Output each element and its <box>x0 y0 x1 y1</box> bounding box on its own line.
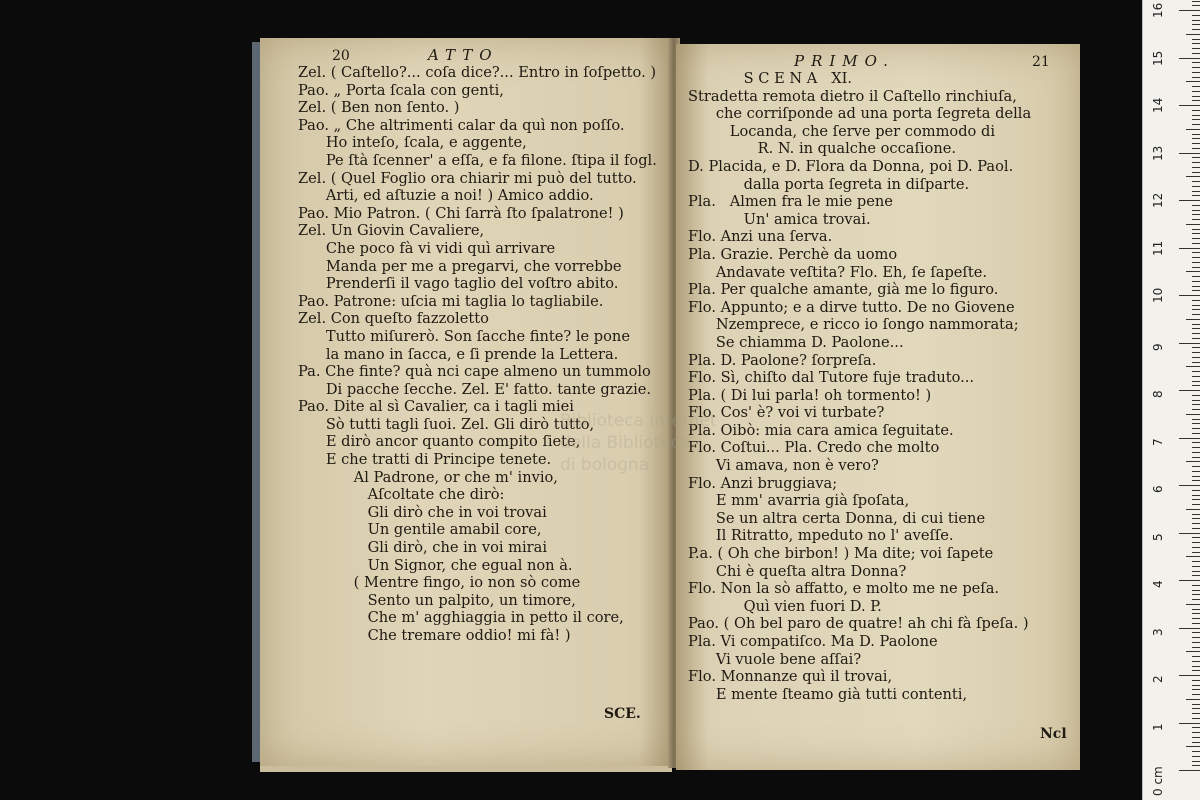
ruler-tick <box>1192 338 1200 339</box>
ruler-tick <box>1192 727 1200 728</box>
ruler-tick <box>1192 476 1200 477</box>
ruler-tick <box>1192 737 1200 738</box>
text-line: Un' amica trovai. <box>688 210 871 228</box>
left-page-text <box>298 64 657 645</box>
left-catchword: SCE. <box>604 706 641 722</box>
ruler-tick <box>1192 490 1200 491</box>
text-line: Un gentile amabil core, <box>298 521 542 539</box>
ruler-tick <box>1192 761 1200 762</box>
ruler-tick <box>1179 723 1200 724</box>
text-line: Pla. Oibò: mia cara amica ſeguitate. <box>688 421 954 439</box>
ruler-tick <box>1192 257 1200 258</box>
ruler-tick <box>1192 15 1200 16</box>
ruler-number: 14 <box>1151 97 1165 113</box>
ruler-tick <box>1192 466 1200 467</box>
ruler-tick <box>1192 195 1200 196</box>
text-line: Tutto miſurerò. Son ſacche finte? le pone <box>298 327 630 345</box>
ruler-tick <box>1192 599 1200 600</box>
ruler-number: 4 <box>1151 580 1165 588</box>
text-line: Pla. Per qualche amante, già me lo figuro. <box>688 281 999 299</box>
ruler-number: 3 <box>1151 627 1165 636</box>
text-line: Arti, ed aſtuzie a noi! ) Amico addio. <box>298 187 594 205</box>
ruler-tick <box>1186 746 1200 747</box>
text-line: Al Padrone, or che m' invio, <box>298 468 558 486</box>
right-catchword: Ncl <box>1040 726 1067 742</box>
ruler-tick <box>1192 138 1200 139</box>
ruler-tick <box>1186 319 1200 320</box>
text-line: Chi è queſta altra Donna? <box>688 562 907 580</box>
ruler-tick <box>1192 647 1200 648</box>
ruler-tick <box>1186 34 1200 35</box>
ruler-tick <box>1179 343 1200 344</box>
measurement-ruler <box>1142 0 1200 800</box>
ruler-tick <box>1192 77 1200 78</box>
ruler-tick <box>1179 153 1200 154</box>
ruler-tick <box>1192 756 1200 757</box>
text-line: Flo. Monnanze quì il trovai, <box>688 668 893 686</box>
ruler-tick <box>1192 670 1200 671</box>
ruler-tick <box>1192 718 1200 719</box>
ruler-tick <box>1179 295 1200 296</box>
ruler-tick <box>1192 276 1200 277</box>
text-line: Pa. Che finte? quà nci cape almeno un tummolo <box>298 363 651 381</box>
text-line: Stradetta remota dietro il Caſtello rinchiuſa, <box>688 87 1017 105</box>
ruler-tick <box>1192 96 1200 97</box>
ruler-tick <box>1179 438 1200 439</box>
ruler-number: 5 <box>1151 532 1165 541</box>
text-line: S C E N A XI. <box>688 70 853 87</box>
ruler-tick <box>1192 561 1200 562</box>
text-line: Pla. Grazie. Perchè da uomo <box>688 245 898 263</box>
ruler-tick <box>1192 528 1200 529</box>
ruler-tick <box>1179 675 1200 676</box>
ruler-tick <box>1192 571 1200 572</box>
text-line: Locanda, che ſerve per commodo di <box>688 122 995 140</box>
ruler-tick <box>1192 290 1200 291</box>
left-running-header: ATTO <box>428 46 499 64</box>
ruler-tick <box>1192 300 1200 301</box>
ruler-tick <box>1192 143 1200 144</box>
ruler-tick <box>1179 200 1200 201</box>
ruler-tick <box>1192 566 1200 567</box>
ruler-tick <box>1192 632 1200 633</box>
text-line: D. Placida, e D. Flora da Donna, poi D. Paol. <box>688 157 1014 175</box>
ruler-tick <box>1192 233 1200 234</box>
text-line: Zel. ( Quel Foglio ora chiarir mi può del tutto. <box>298 169 637 187</box>
text-line: Che tremare oddio! mi fà! ) <box>298 627 571 644</box>
watermark-line: di bologna <box>560 455 650 475</box>
ruler-tick <box>1192 115 1200 116</box>
left-page-number: 20 <box>332 48 350 64</box>
right-page-text <box>688 70 1031 703</box>
text-line: Vi vuole bene aſſai? <box>688 650 862 668</box>
ruler-tick <box>1192 618 1200 619</box>
text-line: Flo. Anzi una ſerva. <box>688 228 833 246</box>
ruler-tick <box>1192 504 1200 505</box>
text-line: Sento un palpito, un timore, <box>298 591 576 609</box>
ruler-tick <box>1192 62 1200 63</box>
ruler-number: 8 <box>1151 390 1165 398</box>
ruler-tick <box>1192 704 1200 705</box>
ruler-tick <box>1192 685 1200 686</box>
right-running-header: PRIMO. <box>794 52 895 70</box>
text-line: Aſcoltate che dirò: <box>298 486 505 504</box>
ruler-tick <box>1192 381 1200 382</box>
ruler-tick <box>1192 172 1200 173</box>
ruler-tick <box>1192 262 1200 263</box>
ruler-tick <box>1192 609 1200 610</box>
text-line: Prenderſi il vago taglio del voſtro abito. <box>298 275 619 293</box>
text-line: Flo. Sì, chiſto dal Tutore fuje traduto... <box>688 369 975 387</box>
text-line: Flo. Cos' è? voi vi turbate? <box>688 404 885 422</box>
ruler-tick <box>1192 24 1200 25</box>
text-line: Flo. Anzi bruggiava; <box>688 474 838 492</box>
ruler-tick <box>1192 409 1200 410</box>
ruler-tick <box>1192 732 1200 733</box>
ruler-tick <box>1192 765 1200 766</box>
ruler-tick <box>1192 400 1200 401</box>
text-line: Gli dirò, che in voi mirai <box>298 539 548 557</box>
right-page-number: 21 <box>1032 54 1050 70</box>
text-line: Se chiamma D. Paolone... <box>688 333 904 351</box>
ruler-tick <box>1192 124 1200 125</box>
ruler-tick <box>1192 357 1200 358</box>
text-line: ( Mentre fingo, io non sò come <box>298 574 581 592</box>
ruler-tick <box>1192 43 1200 44</box>
ruler-tick <box>1192 157 1200 158</box>
ruler-tick <box>1192 642 1200 643</box>
ruler-tick <box>1192 395 1200 396</box>
ruler-tick <box>1192 499 1200 500</box>
ruler-tick <box>1179 628 1200 629</box>
ruler-tick <box>1192 694 1200 695</box>
ruler-tick <box>1192 689 1200 690</box>
ruler-tick <box>1192 91 1200 92</box>
text-line: Andavate veſtita? Flo. Eh, ſe ſapeſte. <box>688 263 987 281</box>
ruler-tick <box>1186 461 1200 462</box>
ruler-tick <box>1192 39 1200 40</box>
text-line: Manda per me a pregarvi, che vorrebbe <box>298 257 622 275</box>
text-line: R. N. in qualche occaſione. <box>688 140 956 158</box>
ruler-number: 16 <box>1151 2 1165 18</box>
ruler-tick <box>1192 575 1200 576</box>
ruler-tick <box>1192 110 1200 111</box>
ruler-tick <box>1192 590 1200 591</box>
text-line: Zel. ( Ben non ſento. ) <box>298 99 460 117</box>
ruler-tick <box>1192 708 1200 709</box>
ruler-tick <box>1192 72 1200 73</box>
ruler-tick <box>1186 366 1200 367</box>
ruler-tick <box>1192 523 1200 524</box>
text-line: Pao. „ Che altrimenti calar da quì non poſſo. <box>298 116 625 134</box>
ruler-tick <box>1186 651 1200 652</box>
text-line: Pao. Dite al sì Cavalier, ca i tagli miei <box>298 398 574 416</box>
ruler-tick <box>1192 219 1200 220</box>
watermark-line: della Biblioteca <box>560 433 691 453</box>
ruler-tick <box>1192 362 1200 363</box>
ruler-tick <box>1192 238 1200 239</box>
ruler-tick <box>1186 509 1200 510</box>
text-line: la mano in ſacca, e ſi prende la Lettera. <box>298 345 619 363</box>
ruler-tick <box>1192 680 1200 681</box>
ruler-zero-label: 0 cm <box>1151 766 1165 796</box>
ruler-tick <box>1192 433 1200 434</box>
text-line: Zel. Con queſto fazzoletto <box>298 310 489 328</box>
ruler-tick <box>1186 224 1200 225</box>
text-line: dalla porta ſegreta in diſparte. <box>688 175 970 193</box>
ruler-number: 9 <box>1151 342 1165 351</box>
ruler-tick <box>1192 243 1200 244</box>
ruler-tick <box>1192 419 1200 420</box>
ruler-number: 12 <box>1151 192 1165 208</box>
ruler-tick <box>1192 167 1200 168</box>
text-line: Pao. „ Porta ſcala con genti, <box>298 81 504 99</box>
ruler-tick <box>1179 580 1200 581</box>
ruler-tick <box>1192 314 1200 315</box>
ruler-tick <box>1192 191 1200 192</box>
ruler-tick <box>1192 67 1200 68</box>
ruler-tick <box>1192 385 1200 386</box>
text-line: Gli dirò che in voi trovai <box>298 503 547 521</box>
text-line: Di pacche ſecche. Zel. E' fatto. tante grazie. <box>298 380 652 398</box>
ruler-tick <box>1179 248 1200 249</box>
ruler-tick <box>1192 48 1200 49</box>
ruler-tick <box>1192 286 1200 287</box>
ruler-tick <box>1192 514 1200 515</box>
ruler-tick <box>1192 594 1200 595</box>
text-line: E mm' avarria già ſpoſata, <box>688 492 910 510</box>
ruler-tick <box>1192 613 1200 614</box>
text-line: Che m' agghiaggia in petto il core, <box>298 609 624 627</box>
ruler-number: 13 <box>1151 145 1165 161</box>
ruler-tick <box>1192 423 1200 424</box>
open-book <box>252 38 1088 778</box>
ruler-tick <box>1186 414 1200 415</box>
ruler-tick <box>1192 309 1200 310</box>
text-line: Vi amava, non è vero? <box>688 457 879 475</box>
ruler-tick <box>1192 656 1200 657</box>
ruler-tick <box>1192 371 1200 372</box>
ruler-number: 11 <box>1151 240 1165 256</box>
ruler-tick <box>1192 480 1200 481</box>
ruler-number: 1 <box>1151 722 1165 731</box>
ruler-tick <box>1186 556 1200 557</box>
text-line: E che tratti di Principe tenete. <box>298 451 552 469</box>
text-line: che corriſponde ad una porta ſegreta della <box>688 105 1032 123</box>
text-line: Flo. Non la sò affatto, e molto me ne peſa. <box>688 580 1000 598</box>
ruler-tick <box>1192 585 1200 586</box>
ruler-tick <box>1186 604 1200 605</box>
ruler-tick <box>1186 129 1200 130</box>
ruler-tick <box>1192 86 1200 87</box>
ruler-tick <box>1179 533 1200 534</box>
text-line: E dirò ancor quanto compito ſiete, <box>298 433 581 451</box>
ruler-tick <box>1192 542 1200 543</box>
text-line: Zel. Un Giovin Cavaliere, <box>298 222 485 240</box>
ruler-tick <box>1186 699 1200 700</box>
text-line: Pla. Vi compatiſco. Ma D. Paolone <box>688 633 938 650</box>
ruler-tick <box>1192 347 1200 348</box>
text-line: Ho inteſo, ſcala, e aggente, <box>298 134 527 152</box>
library-watermark <box>560 410 790 476</box>
ruler-tick <box>1192 352 1200 353</box>
ruler-tick <box>1186 271 1200 272</box>
ruler-tick <box>1186 81 1200 82</box>
text-line: Il Ritratto, mpeduto no l' aveſſe. <box>688 527 954 545</box>
ruler-tick <box>1179 390 1200 391</box>
text-line: Pla. Almen fra le mie pene <box>688 193 893 211</box>
ruler-number: 10 <box>1151 287 1165 303</box>
text-line: Pe ſtà ſcenner' a eſſa, e fa filone. ſtipa il fogl. <box>298 151 657 169</box>
ruler-tick <box>1192 162 1200 163</box>
ruler-tick <box>1192 281 1200 282</box>
ruler-tick <box>1192 214 1200 215</box>
ruler-tick <box>1192 5 1200 6</box>
ruler-tick <box>1179 10 1200 11</box>
text-line: Pla. D. Paolone? ſorpreſa. <box>688 351 877 369</box>
ruler-tick <box>1192 751 1200 752</box>
ruler-tick <box>1192 229 1200 230</box>
ruler-tick <box>1192 205 1200 206</box>
ruler-number: 6 <box>1151 485 1165 493</box>
ruler-tick <box>1192 471 1200 472</box>
ruler-tick <box>1192 210 1200 211</box>
ruler-tick <box>1192 457 1200 458</box>
ruler-tick <box>1192 29 1200 30</box>
ruler-tick <box>1192 119 1200 120</box>
text-line: Nzemprece, e ricco io ſongo nammorata; <box>688 316 1019 334</box>
ruler-tick <box>1186 176 1200 177</box>
text-line: Un Signor, che egual non à. <box>298 556 573 574</box>
text-line: Sò tutti tagli ſuoi. Zel. Gli dirò tutto, <box>298 415 595 433</box>
ruler-tick <box>1192 328 1200 329</box>
text-line: Pao. Mio Patron. ( Chi ſarrà ſto ſpalatrone! ) <box>298 204 624 222</box>
ruler-tick <box>1192 552 1200 553</box>
ruler-tick <box>1179 770 1200 771</box>
ruler-tick <box>1192 452 1200 453</box>
text-line: Flo. Coſtui... Pla. Credo che molto <box>688 439 940 457</box>
ruler-tick <box>1179 485 1200 486</box>
ruler-tick <box>1192 713 1200 714</box>
ruler-tick <box>1192 20 1200 21</box>
ruler-tick <box>1192 637 1200 638</box>
text-line: Flo. Appunto; e a dirve tutto. De no Giovene <box>688 298 1015 316</box>
ruler-tick <box>1179 105 1200 106</box>
text-line: Se un altra certa Donna, di cui tiene <box>688 509 986 527</box>
text-line: Pao. Patrone: uſcia mi taglia lo tagliabile. <box>298 292 604 310</box>
ruler-tick <box>1192 623 1200 624</box>
ruler-tick <box>1192 404 1200 405</box>
ruler-tick <box>1192 134 1200 135</box>
text-line: E mente ſteamo già tutti contenti, <box>688 685 968 703</box>
text-line: Quì vien fuori D. P. <box>688 597 882 615</box>
ruler-tick <box>1192 518 1200 519</box>
text-line: Zel. ( Caſtello?... coſa dice?... Entro in ſoſpetto. ) <box>298 64 657 81</box>
ruler-tick <box>1179 58 1200 59</box>
ruler-tick <box>1192 495 1200 496</box>
ruler-tick <box>1192 666 1200 667</box>
ruler-number: 7 <box>1151 437 1165 446</box>
ruler-tick <box>1192 1 1200 2</box>
text-line: Pla. ( Di lui parla! oh tormento! ) <box>688 386 932 404</box>
text-line: P.a. ( Oh che birbon! ) Ma dite; voi ſapete <box>688 545 994 563</box>
ruler-tick <box>1192 742 1200 743</box>
ruler-tick <box>1192 333 1200 334</box>
ruler-tick <box>1192 537 1200 538</box>
watermark-line: Biblioteca internet <box>560 411 717 431</box>
ruler-tick <box>1192 53 1200 54</box>
ruler-tick <box>1192 100 1200 101</box>
ruler-tick <box>1192 428 1200 429</box>
right-page <box>676 44 1080 770</box>
ruler-tick <box>1192 267 1200 268</box>
ruler-tick <box>1192 547 1200 548</box>
ruler-tick <box>1192 252 1200 253</box>
text-line: Pao. ( Oh bel paro de quatre! ah chi fà ſpeſa. ) <box>688 615 1029 633</box>
ruler-tick <box>1192 442 1200 443</box>
ruler-tick <box>1192 324 1200 325</box>
ruler-tick <box>1192 148 1200 149</box>
ruler-tick <box>1192 661 1200 662</box>
ruler-tick <box>1192 186 1200 187</box>
ruler-tick <box>1192 447 1200 448</box>
ruler-tick <box>1192 181 1200 182</box>
ruler-tick <box>1192 305 1200 306</box>
ruler-tick <box>1192 376 1200 377</box>
ruler-number: 15 <box>1151 50 1165 66</box>
text-line: Che poco fà vi vidi quì arrivare <box>298 239 556 257</box>
ruler-number: 2 <box>1151 675 1165 683</box>
left-page <box>260 38 672 772</box>
